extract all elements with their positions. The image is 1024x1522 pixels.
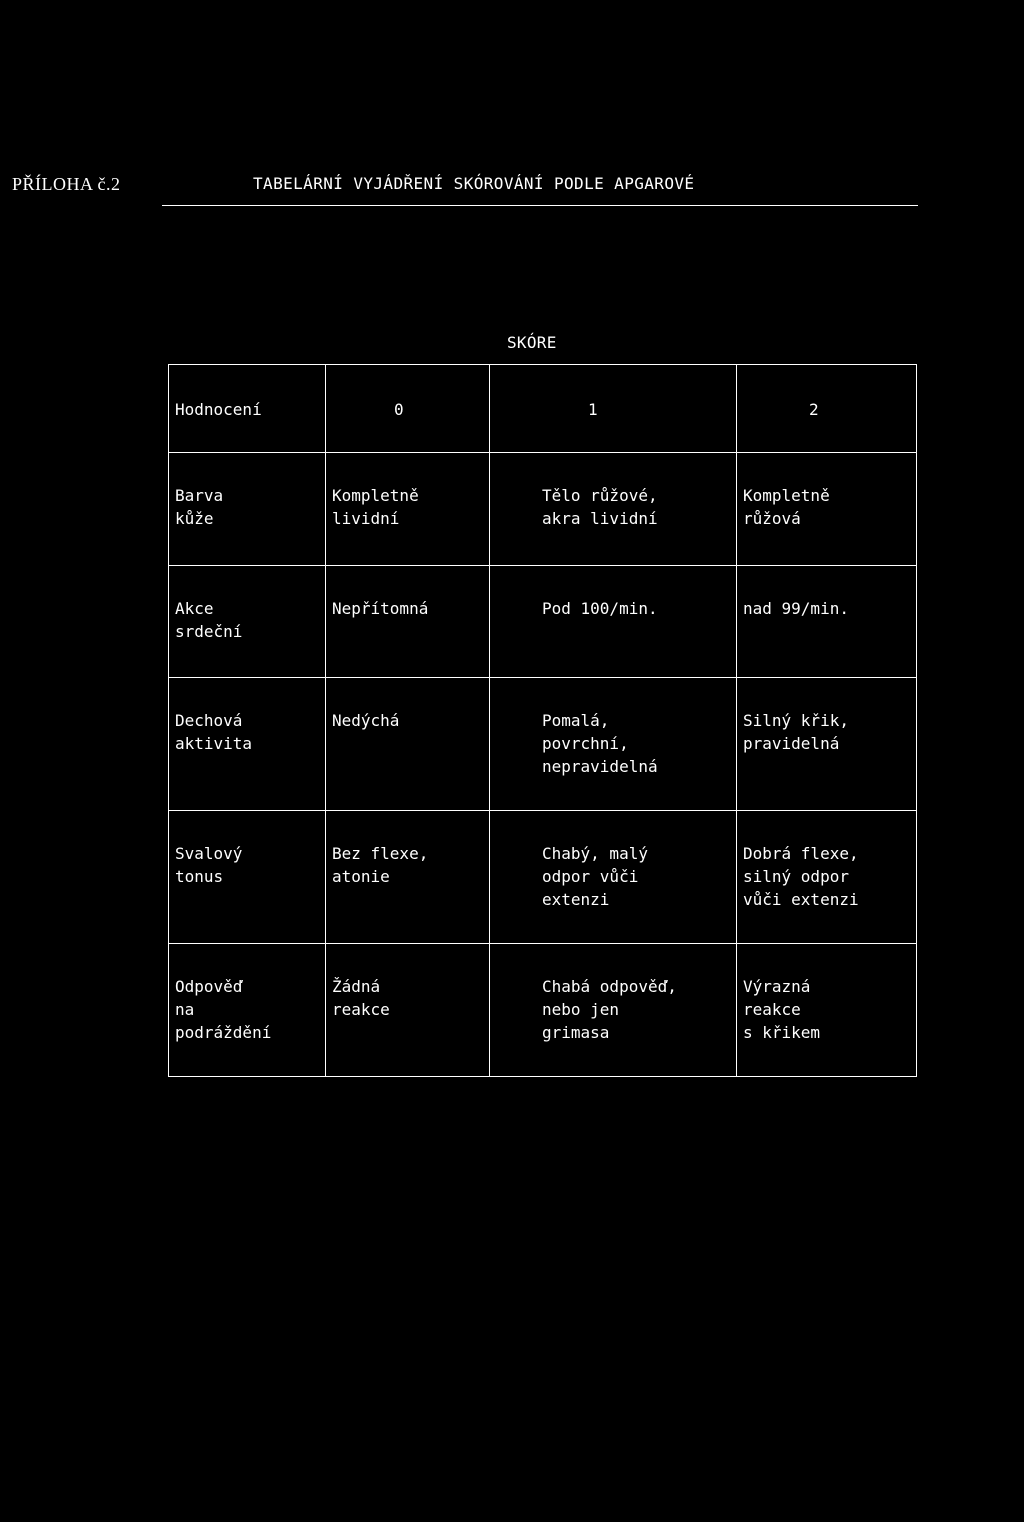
- score-2-cell: Kompletně růžová: [737, 453, 917, 566]
- score-2-cell: Dobrá flexe, silný odpor vůči extenzi: [737, 811, 917, 944]
- column-header-score-1: 1: [490, 365, 737, 453]
- score-2-cell: Výrazná reakce s křikem: [737, 944, 917, 1077]
- score-1-cell: Pod 100/min.: [490, 566, 737, 678]
- title-underline: [162, 205, 918, 206]
- score-0-cell: Kompletně lividní: [326, 453, 490, 566]
- score-0-cell: Bez flexe, atonie: [326, 811, 490, 944]
- table-row-skin-color: [169, 453, 917, 566]
- criterion-cell: Dechová aktivita: [169, 678, 326, 811]
- column-header-criterion: Hodnocení: [169, 365, 326, 453]
- table-header-row: [169, 365, 917, 453]
- table-row-reflex: [169, 944, 917, 1077]
- criterion-cell: Akce srdeční: [169, 566, 326, 678]
- appendix-label: PŘÍLOHA č.2: [12, 174, 121, 194]
- document-title: TABELÁRNÍ VYJÁDŘENÍ SKÓROVÁNÍ PODLE APGAROVÉ: [253, 174, 695, 193]
- score-0-cell: Nepřítomná: [326, 566, 490, 678]
- table-row-respiration: [169, 678, 917, 811]
- score-2-cell: Silný křik, pravidelná: [737, 678, 917, 811]
- table-row-muscle-tone: [169, 811, 917, 944]
- score-heading: SKÓRE: [507, 333, 557, 352]
- score-1-cell: Tělo růžové, akra lividní: [490, 453, 737, 566]
- table-row-heart-rate: [169, 566, 917, 678]
- score-0-cell: Nedýchá: [326, 678, 490, 811]
- score-0-cell: Žádná reakce: [326, 944, 490, 1077]
- score-1-cell: Pomalá, povrchní, nepravidelná: [490, 678, 737, 811]
- score-1-cell: Chabý, malý odpor vůči extenzi: [490, 811, 737, 944]
- column-header-score-2: 2: [737, 365, 917, 453]
- criterion-cell: Odpověď na podráždění: [169, 944, 326, 1077]
- criterion-cell: Svalový tonus: [169, 811, 326, 944]
- score-2-cell: nad 99/min.: [737, 566, 917, 678]
- apgar-score-table: [168, 364, 917, 1077]
- column-header-score-0: 0: [326, 365, 490, 453]
- criterion-cell: Barva kůže: [169, 453, 326, 566]
- score-1-cell: Chabá odpověď, nebo jen grimasa: [490, 944, 737, 1077]
